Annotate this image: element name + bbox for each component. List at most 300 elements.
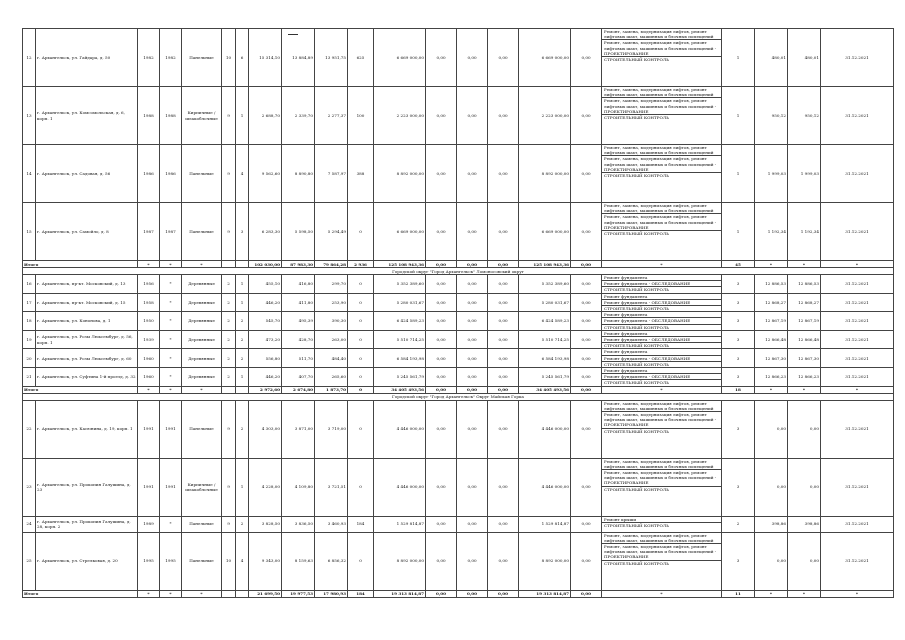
cost-other: 0,00 [571,349,602,368]
total-cost-sum: 125 108 943,36 [374,261,426,268]
total-max-unit-cost: * [788,386,821,393]
premises-area: 4 109,80 [282,458,315,516]
house-address: г. Архангельск, ул. Прокопия Галушина, д. 23 [36,458,138,516]
work-units: 3 [722,293,755,312]
row-number: 21 [23,368,36,387]
work-types-cell [602,293,722,312]
work-type-item: СТРОИТЕЛЬНЫЙ КОНТРОЛЬ [604,380,670,386]
floors-count: 9 [222,203,236,261]
wall-material: Деревянные [182,330,222,349]
total-area: 446,20 [249,293,282,312]
total-residents-sum: 184 [348,590,374,597]
residential-area: 265,60 [315,368,348,387]
max-unit-cost: 1 192,34 [788,203,821,261]
total-local-sum: 0,00 [488,590,519,597]
total-premises-sum: 87 983,30 [282,261,315,268]
total-area: 455,10 [249,275,282,294]
max-unit-cost: 12 868,27 [788,293,821,312]
cost-owners-funds: 8 892 000,00 [519,532,571,590]
cost-local: 0,00 [488,203,519,261]
total-row [23,386,894,393]
floors-count: 9 [222,516,236,532]
max-unit-cost: 12 866,23 [788,368,821,387]
work-types-cell [602,349,722,368]
table-row [23,330,894,349]
total-cost: 4 446 000,00 [374,400,426,458]
year-built: 1956 [138,275,160,294]
year-built: 1958 [138,293,160,312]
residential-area: 484,40 [315,349,348,368]
work-type-item: Ремонт фундамента [602,349,721,355]
entrances-count: 6 [236,29,249,87]
cost-other: 0,00 [571,516,602,532]
total-unit-cost: * [755,590,788,597]
residents-count: 0 [348,349,374,368]
residential-area: 5 294,49 [315,203,348,261]
total-cost: 4 446 000,00 [374,458,426,516]
cost-other: 0,00 [571,368,602,387]
total-cost-sum: 19 313 814,87 [374,590,426,597]
total-year-built: * [138,386,160,393]
total-label: Итого [23,386,138,393]
section-header-row [23,393,894,400]
total-residential-sum: 1 873,70 [315,386,348,393]
total-area-sum: 2 972,60 [249,386,282,393]
total-label: Итого [23,261,138,268]
work-units: 3 [722,349,755,368]
table-row [23,312,894,331]
max-unit-cost: 1 999,03 [788,145,821,203]
residents-count: 0 [348,293,374,312]
year-commissioned: 1995 [160,532,182,590]
residential-area: 390,30 [315,312,348,331]
total-material: * [182,261,222,268]
cost-federal: 0,00 [426,87,457,145]
total-residential-sum: 17 980,93 [315,590,348,597]
total-residential-sum: 79 864,28 [315,261,348,268]
residents-count: 0 [348,275,374,294]
work-type-item: СТРОИТЕЛЬНЫЙ КОНТРОЛЬ [604,57,670,63]
residential-area: 3 721,51 [315,458,348,516]
wall-material: Панельные [182,400,222,458]
residential-area: 3 460,93 [315,516,348,532]
table-row [23,400,894,458]
table-row [23,87,894,145]
year-built: 1995 [138,532,160,590]
house-address: г. Архангельск, пр-кт. Московский, д. 13 [36,275,138,294]
total-year-built: * [138,590,160,597]
work-types-cell [602,458,722,516]
cost-local: 0,00 [488,368,519,387]
residents-count: 0 [348,368,374,387]
residential-area: 3 719,00 [315,400,348,458]
work-type-item: Ремонт фундамента - ОБСЛЕДОВАНИЕ [602,281,721,287]
work-units: 3 [722,330,755,349]
entrances-count: 1 [236,293,249,312]
total-federal-sum: 0,00 [426,261,457,268]
residential-area: 2 277,37 [315,87,348,145]
cost-regional: 0,00 [457,145,488,203]
total-units: 11 [722,590,755,597]
floors-count: 9 [222,145,236,203]
work-type-item: Ремонт, замена, модернизация лифтов, ремонт лифтовых шахт, машинных и блочных помещений - ПРОЕКТИРОВАНИЕ [602,214,721,231]
residential-area: 6 856,32 [315,532,348,590]
total-cost: 5 245 561,79 [374,368,426,387]
cost-local: 0,00 [488,29,519,87]
house-address: г. Архангельск, ул. Комсомольская, д. 6, корп. 1 [36,87,138,145]
total-federal-sum: 0,00 [426,386,457,393]
total-year-commissioned: * [160,261,182,268]
wall-material: Деревянные [182,349,222,368]
entrances-count: 1 [236,368,249,387]
work-type-item: Ремонт, замена, модернизация лифтов, ремонт лифтовых шахт, машинных и блочных помещений [602,203,721,214]
total-premises-sum: 19 977,53 [282,590,315,597]
work-type-item: Ремонт фундамента - ОБСЛЕДОВАНИЕ [602,318,721,324]
work-type-item: Ремонт фундамента [602,294,721,300]
total-cost: 6 669 000,00 [374,29,426,87]
cost-other: 0,00 [571,203,602,261]
unit-cost: 0,00 [755,458,788,516]
cost-local: 0,00 [488,312,519,331]
work-type-item: СТРОИТЕЛЬНЫЙ КОНТРОЛЬ [604,173,670,179]
work-type-item: Ремонт фундамента - ОБСЛЕДОВАНИЕ [602,356,721,362]
cost-owners-funds: 6 669 000,00 [519,203,571,261]
unit-cost: 12 866,48 [755,330,788,349]
max-unit-cost: 12 886,53 [788,275,821,294]
cost-federal: 0,00 [426,516,457,532]
work-type-item: СТРОИТЕЛЬНЫЙ КОНТРОЛЬ [604,361,670,367]
cost-owners-funds: 6 424 589,23 [519,312,571,331]
residential-area: 263,00 [315,330,348,349]
wall-material: Панельные [182,29,222,87]
total-entrances [236,386,249,393]
work-types-cell [602,87,722,145]
wall-material: Деревянные [182,275,222,294]
work-units: 1 [722,29,755,87]
premises-area: 428,70 [282,330,315,349]
total-cost: 6 669 000,00 [374,203,426,261]
total-other-sum: 0,00 [571,261,602,268]
unit-cost: 1 999,03 [755,145,788,203]
house-address: г. Архангельск, ул. Суфтина 1-й проезд, д. 32 [36,368,138,387]
house-address: г. Архангельск, ул. Прокопия Галушина, д. 28, корп. 2 [36,516,138,532]
year-commissioned: * [160,368,182,387]
work-type-item: СТРОИТЕЛЬНЫЙ КОНТРОЛЬ [604,343,670,349]
row-number: 20 [23,349,36,368]
entrances-count: 2 [236,400,249,458]
work-type-item: Ремонт крыши [602,517,721,523]
house-address: г. Архангельск, ул. Гайдара, д. 50 [36,29,138,87]
work-types-cell [602,532,722,590]
total-regional-sum: 0,00 [457,386,488,393]
cost-regional: 0,00 [457,275,488,294]
unit-cost: 480,01 [755,29,788,87]
cost-local: 0,00 [488,349,519,368]
cost-regional: 0,00 [457,368,488,387]
work-units: 3 [722,368,755,387]
work-units: 3 [722,532,755,590]
completion-date: 31.12.2021 [821,293,894,312]
wall-material: Деревянные [182,368,222,387]
work-types-cell [602,312,722,331]
total-area: 9 343,00 [249,532,282,590]
total-label: Итого [23,590,138,597]
cost-federal: 0,00 [426,293,457,312]
work-type-item: Ремонт, замена, модернизация лифтов, ремонт лифтовых шахт, машинных и блочных помещений - ПРОЕКТИРОВАНИЕ [602,412,721,429]
total-cost: 8 892 000,00 [374,145,426,203]
work-type-item: Ремонт фундамента - ОБСЛЕДОВАНИЕ [602,337,721,343]
work-type-item: СТРОИТЕЛЬНЫЙ КОНТРОЛЬ [604,486,670,492]
cost-federal: 0,00 [426,29,457,87]
entrances-count: 2 [236,312,249,331]
premises-area: 8 159,63 [282,532,315,590]
work-types-cell [602,330,722,349]
house-address: г. Архангельск, ул. Самойло, д. 8 [36,203,138,261]
work-units: 1 [722,87,755,145]
residents-count: 0 [348,330,374,349]
table-row [23,368,894,387]
work-type-item: Ремонт фундамента [602,368,721,374]
unit-cost: 950,12 [755,87,788,145]
work-type-item: СТРОИТЕЛЬНЫЙ КОНТРОЛЬ [604,522,670,528]
year-commissioned: * [160,312,182,331]
row-number: 22 [23,400,36,458]
entrances-count: 2 [236,330,249,349]
work-type-item: СТРОИТЕЛЬНЫЙ КОНТРОЛЬ [604,115,670,121]
cost-federal: 0,00 [426,330,457,349]
max-unit-cost: 12 866,48 [788,330,821,349]
row-number: 24 [23,516,36,532]
total-date: * [821,386,894,393]
capital-repair-table [22,28,894,598]
cost-federal: 0,00 [426,368,457,387]
wall-material: Панельные [182,203,222,261]
wall-material: Деревянные [182,293,222,312]
completion-date: 31.12.2021 [821,516,894,532]
work-types-cell [602,368,722,387]
total-cost: 5 352 389,60 [374,275,426,294]
year-built: 1960 [138,349,160,368]
floors-count: 2 [222,368,236,387]
total-area: 6 283,30 [249,203,282,261]
premises-area: 3 836,50 [282,516,315,532]
total-area: 15 314,10 [249,29,282,87]
cost-other: 0,00 [571,29,602,87]
house-address: г. Архангельск, ул. Стрелковая, д. 20 [36,532,138,590]
year-commissioned: 1987 [160,203,182,261]
cost-owners-funds: 8 892 000,00 [519,145,571,203]
work-type-item: Ремонт, замена, модернизация лифтов, ремонт лифтовых шахт, машинных и блочных помещений [602,459,721,470]
unit-cost: 12 868,27 [755,293,788,312]
cost-owners-funds: 6 584 193,98 [519,349,571,368]
work-type-item: Ремонт, замена, модернизация лифтов, ремонт лифтовых шахт, машинных и блочных помещений [602,533,721,544]
premises-area: 3 871,00 [282,400,315,458]
residential-area: 13 951,75 [315,29,348,87]
floors-count: 10 [222,29,236,87]
completion-date: 31.12.2021 [821,275,894,294]
year-built: 1987 [138,203,160,261]
completion-date: 31.12.2021 [821,145,894,203]
total-units: 18 [722,386,755,393]
work-type-item: Ремонт фундамента [602,275,721,281]
work-type-item: Ремонт, замена, модернизация лифтов, ремонт лифтовых шахт, машинных и блочных помещений - ПРОЕКТИРОВАНИЕ [602,98,721,115]
year-built: 1950 [138,312,160,331]
work-type-item: Ремонт, замена, модернизация лифтов, ремонт лифтовых шахт, машинных и блочных помещений - ПРОЕКТИРОВАНИЕ [602,544,721,561]
year-built: 1939 [138,330,160,349]
cost-federal: 0,00 [426,349,457,368]
cost-federal: 0,00 [426,145,457,203]
total-residents-sum: 2 936 [348,261,374,268]
floors-count: 2 [222,349,236,368]
cost-owners-funds: 4 446 000,00 [519,458,571,516]
total-area: 3 828,50 [249,516,282,532]
premises-area: 411,80 [282,293,315,312]
entrances-count: 2 [236,516,249,532]
work-type-item: Ремонт, замена, модернизация лифтов, ремонт лифтовых шахт, машинных и блочных помещений [602,145,721,156]
completion-date: 31.12.2021 [821,532,894,590]
year-commissioned: * [160,275,182,294]
work-type-item: Ремонт, замена, модернизация лифтов, ремонт лифтовых шахт, машинных и блочных помещений - ПРОЕКТИРОВАНИЕ [602,470,721,487]
cost-owners-funds: 2 223 000,00 [519,87,571,145]
work-type-item: Ремонт, замена, модернизация лифтов, ремонт лифтовых шахт, машинных и блочных помещений - ПРОЕКТИРОВАНИЕ [602,156,721,173]
work-units: 3 [722,400,755,458]
total-cost: 6 424 589,23 [374,312,426,331]
residents-count: 0 [348,400,374,458]
year-built: 1991 [138,400,160,458]
row-number: 15 [23,203,36,261]
total-regional-sum: 0,00 [457,590,488,597]
residents-count: 100 [348,87,374,145]
house-address: г. Архангельск, пр-кт. Московский, д. 15 [36,293,138,312]
work-type-item: СТРОИТЕЛЬНЫЙ КОНТРОЛЬ [604,231,670,237]
table-row [23,458,894,516]
table-body [23,29,894,598]
table-row [23,532,894,590]
cost-local: 0,00 [488,87,519,145]
row-number: 17 [23,293,36,312]
cost-owners-funds: 6 669 000,00 [519,29,571,87]
entrances-count: 1 [236,275,249,294]
row-number: 12 [23,29,36,87]
max-unit-cost: 480,01 [788,29,821,87]
table-row [23,145,894,203]
work-type-item: Ремонт, замена, модернизация лифтов, ремонт лифтовых шахт, машинных и блочных помещений [602,87,721,98]
row-number: 16 [23,275,36,294]
wall-material: Панельные [182,516,222,532]
total-entrances [236,261,249,268]
floors-count: 9 [222,400,236,458]
row-number: 23 [23,458,36,516]
premises-area: 407,70 [282,368,315,387]
total-material: * [182,386,222,393]
residential-area: 253,90 [315,293,348,312]
year-built: 1960 [138,368,160,387]
work-type-item: СТРОИТЕЛЬНЫЙ КОНТРОЛЬ [604,560,670,566]
cost-regional: 0,00 [457,400,488,458]
wall-material: Кирпичные / шлакоблочные [182,458,222,516]
unit-cost: 1 192,34 [755,203,788,261]
cost-federal: 0,00 [426,532,457,590]
cost-federal: 0,00 [426,275,457,294]
capital-repair-table-page [22,28,883,598]
total-area: 4 228,00 [249,458,282,516]
cost-other: 0,00 [571,532,602,590]
work-type-item: СТРОИТЕЛЬНЫЙ КОНТРОЛЬ [604,306,670,312]
cost-regional: 0,00 [457,203,488,261]
work-units: 1 [722,203,755,261]
year-commissioned: 1986 [160,145,182,203]
work-type-item: СТРОИТЕЛЬНЫЙ КОНТРОЛЬ [604,428,670,434]
unit-cost: 12 867,19 [755,312,788,331]
total-cost: 2 223 000,00 [374,87,426,145]
house-address: г. Архангельск, ул. Розы Люксембург, д. 60 [36,349,138,368]
total-area: 4 303,00 [249,400,282,458]
residential-area: 7 587,97 [315,145,348,203]
work-types-cell [602,145,722,203]
table-row [23,275,894,294]
cost-other: 0,00 [571,145,602,203]
total-area: 446,20 [249,368,282,387]
unit-cost: 12 866,23 [755,368,788,387]
total-cost: 1 529 814,87 [374,516,426,532]
cost-local: 0,00 [488,532,519,590]
residents-count: 184 [348,516,374,532]
max-unit-cost: 398,86 [788,516,821,532]
residential-area: 299,70 [315,275,348,294]
total-cost: 5 280 031,67 [374,293,426,312]
unit-cost: 12 886,53 [755,275,788,294]
work-units: 3 [722,312,755,331]
total-area-sum: 21 699,50 [249,590,282,597]
total-material: * [182,590,222,597]
premises-area: 5 598,50 [282,203,315,261]
cost-regional: 0,00 [457,349,488,368]
row-number: 19 [23,330,36,349]
cost-federal: 0,00 [426,203,457,261]
total-units: 45 [722,261,755,268]
total-other-sum: 0,00 [571,590,602,597]
cost-regional: 0,00 [457,87,488,145]
total-year-commissioned: * [160,386,182,393]
cost-local: 0,00 [488,458,519,516]
total-area: 556,80 [249,349,282,368]
entrances-count: 3 [236,203,249,261]
year-built: 1989 [138,516,160,532]
total-floors [222,590,236,597]
floors-count: 2 [222,330,236,349]
cost-owners-funds: 1 529 814,87 [519,516,571,532]
cost-owners-funds: 4 446 000,00 [519,400,571,458]
total-cost-sum: 34 405 493,56 [374,386,426,393]
work-units: 2 [722,516,755,532]
wall-material: Панельные [182,532,222,590]
total-cost: 5 510 714,25 [374,330,426,349]
total-owners-sum: 19 313 814,87 [519,590,571,597]
total-floors [222,261,236,268]
total-area: 473,20 [249,330,282,349]
total-max-unit-cost: * [788,261,821,268]
total-cost: 8 892 000,00 [374,532,426,590]
cost-local: 0,00 [488,275,519,294]
total-area: 2 688,70 [249,87,282,145]
premises-area: 2 339,70 [282,87,315,145]
cost-regional: 0,00 [457,532,488,590]
residents-count: 0 [348,203,374,261]
cost-regional: 0,00 [457,516,488,532]
total-row [23,261,894,268]
section-title: Городской округ "Город Архангельск" Округ Майская Горка [23,393,894,400]
year-built: 1982 [138,29,160,87]
